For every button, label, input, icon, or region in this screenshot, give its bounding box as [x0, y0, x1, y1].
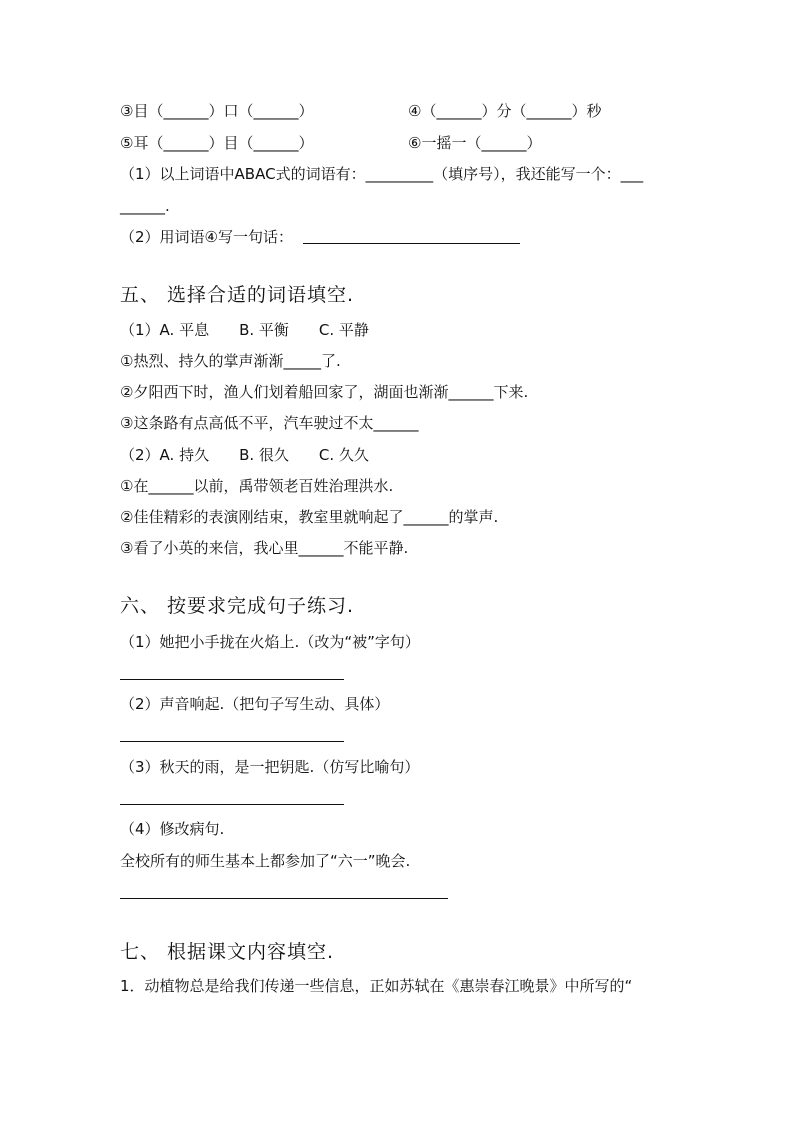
section-heading-7: 七、 根据课文内容填空.	[120, 941, 335, 963]
idiom-pair-6-right: ⑥一摇一（______）	[408, 134, 542, 152]
idiom-pair-4-right: ④（______）分（______）秒	[408, 102, 602, 120]
exercise-bei-sentence: （1）她把小手拢在火焰上.（改为“被”字句）	[120, 633, 420, 651]
question-sentence-with-word4: （2）用词语④写一句话：	[120, 228, 293, 246]
fill-sentence: ③这条路有点高低不平，汽车驶过不太______	[120, 414, 419, 432]
fill-sentence: ②夕阳西下时，渔人们划着船回家了，湖面也渐渐______下来.	[120, 383, 529, 401]
fill-sentence: ②佳佳精彩的表演刚结束，教室里就响起了______的掌声.	[120, 508, 499, 526]
idiom-pair-3-left: ③目（______）口（______）	[120, 102, 314, 120]
fill-sentence: ①在______以前，禹带领老百姓治理洪水.	[120, 477, 394, 495]
fill-sentence: ③看了小英的来信，我心里______不能平静.	[120, 539, 409, 557]
options-group-2: （2）A. 持久 B. 很久 C. 久久	[120, 446, 369, 464]
exercise-metaphor: （3）秋天的雨，是一把钥匙.（仿写比喻句）	[120, 758, 420, 776]
answer-line[interactable]	[120, 804, 344, 805]
answer-line[interactable]	[120, 741, 344, 742]
question-abac: （1）以上词语中ABAC式的词语有：_________（填序号），我还能写一个：___	[120, 165, 644, 183]
fill-text-question-1: 1．动植物总是给我们传递一些信息，正如苏轼在《惠崇春江晚景》中所写的“	[120, 977, 633, 995]
answer-line[interactable]	[120, 898, 448, 899]
section-heading-5: 五、 选择合适的词语填空.	[120, 284, 355, 306]
idiom-pair-5-left: ⑤耳（______）目（______）	[120, 134, 314, 152]
exercise-vivid-sentence: （2）声音响起.（把句子写生动、具体）	[120, 695, 390, 713]
options-group-1: （1）A. 平息 B. 平衡 C. 平静	[120, 321, 369, 339]
section-heading-6: 六、 按要求完成句子练习.	[120, 595, 355, 617]
answer-line[interactable]	[303, 243, 520, 244]
exercise-fix-sentence: （4）修改病句.	[120, 820, 225, 838]
question-abac-continued: ______.	[120, 197, 170, 215]
fill-sentence: ①热烈、持久的掌声渐渐_____了.	[120, 352, 341, 370]
faulty-sentence: 全校所有的师生基本上都参加了“六一”晚会.	[120, 852, 411, 870]
answer-line[interactable]	[120, 679, 344, 680]
